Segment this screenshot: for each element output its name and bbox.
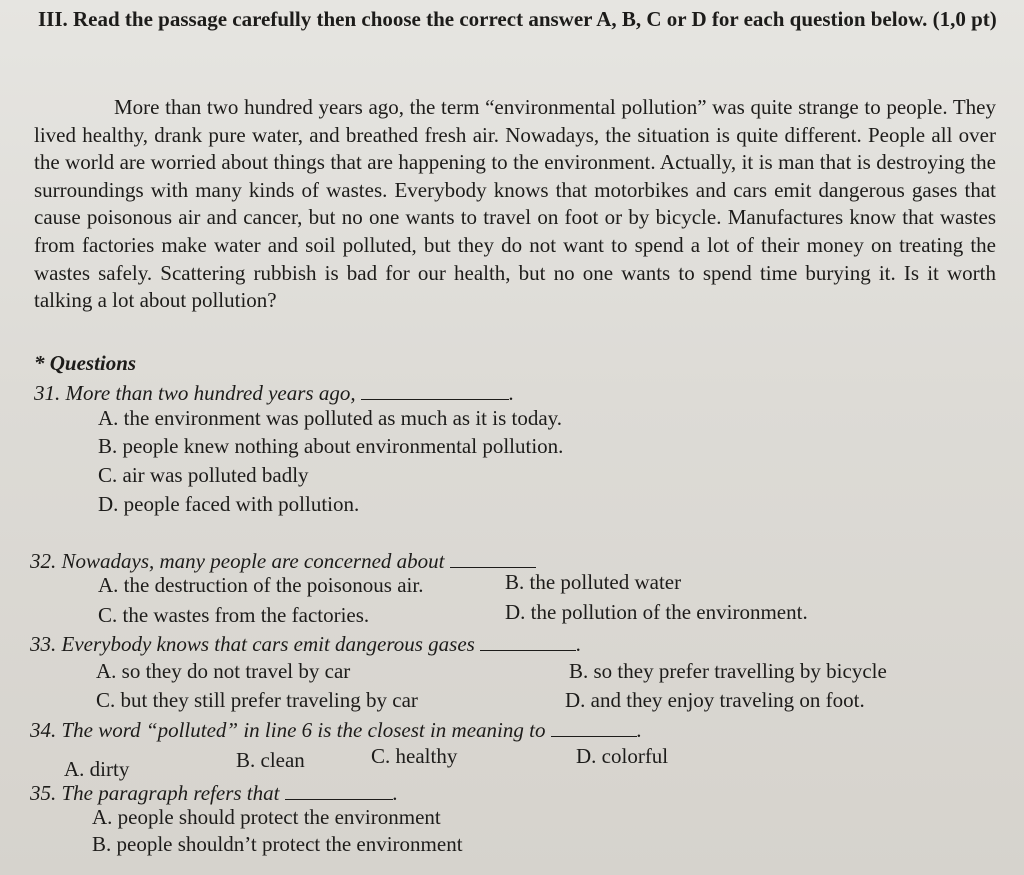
option-32-c[interactable]: C. the wastes from the factories. — [98, 603, 370, 627]
answer-blank — [450, 547, 536, 568]
option-34-c[interactable]: C. healthy — [371, 744, 458, 768]
option-32-b[interactable]: B. the polluted water — [505, 570, 682, 594]
question-33: 33. Everybody knows that cars emit dangerous gases . — [30, 632, 582, 656]
answer-blank — [361, 379, 509, 400]
answer-blank — [551, 716, 637, 737]
option-31-b[interactable]: B. people knew nothing about environmental pollution. — [98, 434, 564, 458]
question-33-stem: 33. Everybody knows that cars emit dangerous gases — [30, 632, 475, 656]
reading-passage — [34, 94, 996, 315]
question-35-stem: 35. The paragraph refers that — [30, 781, 280, 805]
option-31-d[interactable]: D. people faced with pollution. — [98, 492, 360, 516]
option-34-b[interactable]: B. clean — [236, 748, 305, 772]
question-31-stem: 31. More than two hundred years ago, — [34, 381, 356, 405]
option-31-c[interactable]: C. air was polluted badly — [98, 463, 309, 487]
question-34-stem: 34. The word “polluted” in line 6 is the closest in meaning to — [30, 718, 546, 742]
answer-blank — [480, 630, 576, 651]
section-heading: III. Read the passage carefully then choose the correct answer A, B, C or D for each question below. (1,0 pt) — [38, 7, 997, 31]
option-34-d[interactable]: D. colorful — [576, 744, 669, 768]
option-33-d[interactable]: D. and they enjoy traveling on foot. — [565, 688, 865, 712]
option-32-a[interactable]: A. the destruction of the poisonous air. — [98, 573, 424, 597]
question-35: 35. The paragraph refers that . — [30, 781, 398, 805]
option-33-c[interactable]: C. but they still prefer traveling by car — [96, 688, 418, 712]
option-34-a[interactable]: A. dirty — [64, 757, 130, 781]
passage-text: More than two hundred years ago, the term “environmental pollution” was quite strange to people. They lived healthy, drank pure water, and breathed fresh air. Nowadays, the situation is quite different. People all over the world are worried about things that are happening to the environment. Actually, it is man that is destroying the surroundings with many kinds of wastes. Everybody knows that motorbikes and cars emit dangerous gases that cause poisonous air and cancer, but no one wants to travel on foot or by bicycle. Manufactures know that wastes from factories make water and soil polluted, but they do not want to spend a lot of their money on treating the wastes safely. Scattering rubbish is bad for our health, but no one wants to spend time burying it. Is it worth talking a lot about pollution? — [34, 95, 996, 313]
option-35-a[interactable]: A. people should protect the environment — [92, 805, 441, 829]
option-33-a[interactable]: A. so they do not travel by car — [96, 659, 351, 683]
question-34: 34. The word “polluted” in line 6 is the closest in meaning to . — [30, 718, 642, 742]
option-32-d[interactable]: D. the pollution of the environment. — [505, 600, 808, 624]
option-31-a[interactable]: A. the environment was polluted as much as it is today. — [98, 406, 563, 430]
option-33-b[interactable]: B. so they prefer travelling by bicycle — [569, 659, 887, 683]
option-35-b[interactable]: B. people shouldn’t protect the environment — [92, 832, 463, 856]
question-31: 31. More than two hundred years ago, . — [34, 381, 515, 405]
question-32-stem: 32. Nowadays, many people are concerned about — [30, 549, 445, 573]
questions-header: * Questions — [34, 351, 137, 375]
answer-blank — [285, 779, 393, 800]
